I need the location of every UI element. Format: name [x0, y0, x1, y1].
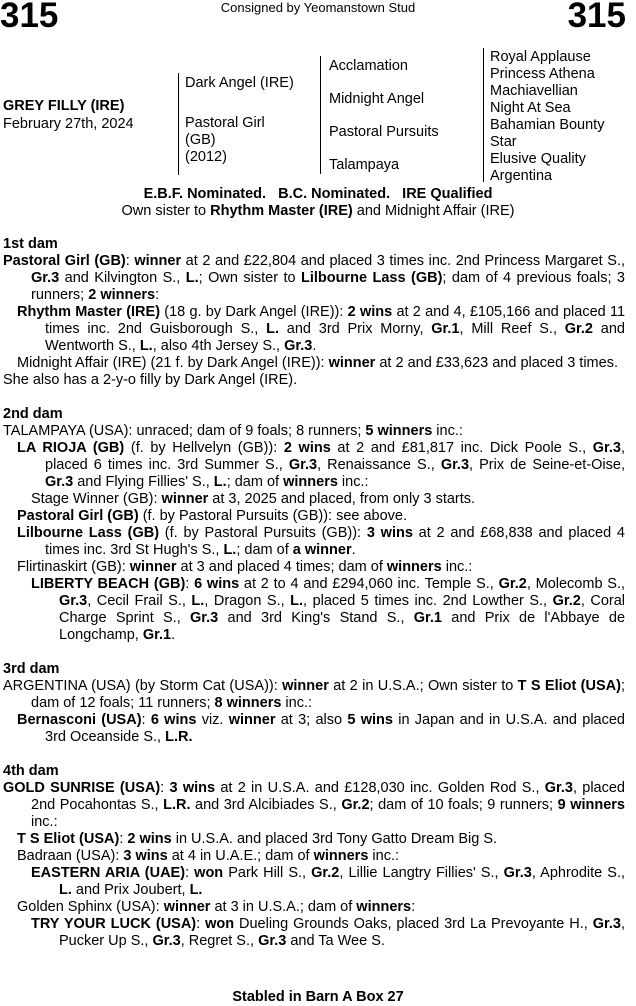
- text-run: (f. by Hellvelyn (GB)):: [124, 440, 284, 456]
- text-run: at 2 to 4 and £294,060 inc. Temple S.,: [239, 576, 499, 592]
- pedigree-dam-country: (GB): [185, 132, 216, 148]
- bold-run: 9 winners: [557, 797, 625, 813]
- text-run: , Pucker Up S.,: [59, 916, 625, 949]
- text-run: , Lillie Langtry Fillies' S.,: [339, 865, 504, 881]
- text-run: ; dam of 4 previous foals; 3 runners;: [31, 270, 625, 303]
- text-run: (f. by Pastoral Pursuits (GB)):: [159, 525, 367, 541]
- text-run: , placed 2nd Pocahontas S.,: [31, 780, 626, 813]
- bold-run: L.: [266, 321, 279, 337]
- pedigree-gen3-1: Acclamation: [329, 58, 408, 74]
- text-run: at 3, 2025 and placed, from only 3 starts.: [208, 491, 476, 507]
- pedigree-paragraph: [3, 304, 625, 355]
- pedigree-gen3-2: Midnight Angel: [329, 91, 425, 107]
- text-run: , Cecil Frail S.,: [87, 593, 192, 609]
- bold-run: 5 wins: [347, 712, 393, 728]
- text-run: at 2 in U.S.A.; Own sister to: [328, 678, 518, 694]
- lot-number-right: 315: [567, 0, 626, 35]
- pedigree-dam-name: Pastoral Girl: [185, 115, 265, 131]
- bold-run: Gr.1: [431, 321, 460, 337]
- text-run: .: [312, 338, 317, 354]
- text-run: and Ta Wee S.: [286, 933, 385, 949]
- bold-run: L.R.: [163, 797, 191, 813]
- bold-run: winners: [386, 559, 442, 575]
- pedigree-paragraph: [3, 831, 625, 848]
- pedigree-gen3-3: Pastoral Pursuits: [329, 124, 439, 140]
- bold-run: 3 wins: [366, 525, 413, 541]
- bold-run: Gr.3: [45, 474, 74, 490]
- bold-run: Gr.3: [544, 780, 573, 796]
- bold-run: Bernasconi (USA): [17, 712, 142, 728]
- section-heading: 1st dam: [3, 236, 58, 252]
- bold-run: 5 winners: [365, 423, 433, 439]
- text-run: ARGENTINA (USA) (by Storm Cat (USA)):: [3, 678, 283, 694]
- bold-run: winner: [163, 899, 211, 915]
- pedigree-paragraph: [3, 440, 625, 491]
- pedigree-paragraph: [3, 372, 625, 389]
- bold-run: TRY YOUR LUCK (USA): [31, 916, 197, 932]
- bold-run: Gr.3: [503, 865, 532, 881]
- text-run: inc.:: [281, 695, 313, 711]
- pedigree-paragraph: [3, 678, 625, 712]
- text-run: Flirtinaskirt (GB):: [17, 559, 130, 575]
- text-run: ; Own sister to: [198, 270, 302, 286]
- bold-run: T S Eliot (USA): [517, 678, 621, 694]
- text-run: at 3 and placed 4 times; dam of: [176, 559, 387, 575]
- pedigree-gen4-item: Princess Athena: [490, 66, 595, 82]
- pedigree-paragraph: [3, 865, 625, 899]
- text-run: and Prix de l'Abbaye de Longchamp,: [59, 610, 626, 643]
- pedigree-bracket-2: [320, 56, 321, 174]
- own-sister-prefix: Own sister to: [121, 203, 211, 219]
- pedigree-paragraph: [3, 576, 625, 644]
- text-run: inc.:: [441, 559, 473, 575]
- bold-run: L.: [213, 474, 227, 490]
- bold-run: L.: [223, 542, 237, 558]
- bold-run: winners: [313, 848, 369, 864]
- bold-run: Gr.3: [152, 933, 181, 949]
- text-run: , Coral Charge Sprint S.,: [59, 593, 625, 626]
- text-run: inc.:: [432, 423, 463, 439]
- text-run: at 2 and £81,817 inc. Dick Poole S.,: [330, 440, 593, 456]
- text-run: viz.: [196, 712, 229, 728]
- own-sister-line: [0, 203, 636, 220]
- text-run: TALAMPAYA (USA): unraced; dam of 9 foals; 8 runners;: [3, 423, 366, 439]
- bold-run: 2 wins: [347, 304, 393, 320]
- section-heading: 2nd dam: [3, 406, 63, 422]
- bold-run: Gr.1: [142, 627, 172, 643]
- text-run: :: [155, 287, 160, 303]
- pedigree-paragraph: [3, 355, 625, 372]
- bold-run: a winner: [292, 542, 352, 558]
- text-run: inc.:: [31, 814, 58, 830]
- pedigree-paragraph: [3, 712, 625, 746]
- text-run: , Regret S.,: [180, 933, 259, 949]
- bold-run: 6 wins: [194, 576, 240, 592]
- pedigree-paragraph: [3, 508, 625, 525]
- bold-run: L.R.: [165, 729, 193, 745]
- pedigree-body: [3, 236, 625, 950]
- pedigree-paragraph: [3, 780, 625, 831]
- bold-run: Gr.1: [413, 610, 442, 626]
- text-run: at 2 and £68,838 and placed 4 times inc. 3rd St Hugh's S.,: [45, 525, 625, 558]
- bold-run: Gr.3: [190, 610, 219, 626]
- pedigree-paragraph: [3, 899, 625, 916]
- pedigree-paragraph: [3, 423, 625, 440]
- pedigree-gen4-item: Star: [490, 134, 517, 150]
- text-run: Midnight Affair (IRE) (21 f. by Dark Angel (IRE)):: [17, 355, 329, 371]
- bold-run: Gr.3: [440, 457, 470, 473]
- bold-run: Gr.3: [284, 338, 313, 354]
- bold-run: L.: [191, 593, 205, 609]
- bold-run: winner: [328, 355, 376, 371]
- text-run: inc.:: [368, 848, 400, 864]
- bold-run: won: [194, 865, 224, 881]
- text-run: at 3; also: [275, 712, 348, 728]
- text-run: and 3rd Prix Morny,: [278, 321, 432, 337]
- pedigree-sire: Dark Angel (IRE): [185, 75, 294, 91]
- pedigree-paragraph: [3, 253, 625, 304]
- text-run: ; dam of 12 foals; 11 runners;: [31, 678, 625, 711]
- text-run: , Dragon S.,: [204, 593, 291, 609]
- text-run: ; dam of 10 foals; 9 runners;: [369, 797, 558, 813]
- text-run: , Mill Reef S.,: [459, 321, 565, 337]
- bold-run: won: [205, 916, 235, 932]
- text-run: :: [119, 831, 128, 847]
- bold-run: Gr.2: [498, 576, 527, 592]
- text-run: .: [171, 627, 176, 643]
- bold-run: L.: [290, 593, 304, 609]
- bold-run: 2 wins: [283, 440, 331, 456]
- pedigree-gen4-item: Elusive Quality: [490, 151, 586, 167]
- bold-run: 6 wins: [150, 712, 197, 728]
- text-run: and Flying Fillies' S.,: [73, 474, 214, 490]
- bold-run: L.: [59, 882, 72, 898]
- consignor-line: Consigned by Yeomanstown Stud: [220, 0, 416, 15]
- text-run: .: [351, 542, 356, 558]
- pedigree-paragraph: [3, 848, 625, 865]
- text-run: Park Hill S.,: [223, 865, 312, 881]
- bold-run: 3 wins: [169, 780, 216, 796]
- bold-run: winners: [283, 474, 338, 490]
- bold-run: winner: [161, 491, 209, 507]
- own-sister-suffix: and Midnight Affair (IRE): [352, 203, 515, 219]
- lot-number-left: 315: [0, 0, 59, 35]
- text-run: :: [141, 712, 151, 728]
- bold-run: Gr.2: [564, 321, 593, 337]
- text-run: She also has a 2-y-o filly by Dark Angel (IRE).: [3, 372, 298, 388]
- bold-run: L.: [139, 338, 153, 354]
- text-run: at 2 in U.S.A. and £128,030 inc. Golden Rod S.,: [215, 780, 545, 796]
- bold-run: Gr.3: [59, 593, 88, 609]
- text-run: at 2 and £33,623 and placed 3 times.: [375, 355, 618, 371]
- pedigree-gen4-item: Night At Sea: [490, 100, 571, 116]
- text-run: at 2 and £22,804 and placed 3 times inc. 2nd Princess Margaret S.,: [181, 253, 625, 269]
- own-sister-name: Rhythm Master (IRE): [210, 203, 353, 219]
- text-run: , Prix de Seine-et-Oise,: [469, 457, 625, 473]
- text-run: :: [160, 780, 170, 796]
- bold-run: Pastoral Girl (GB): [3, 253, 126, 269]
- text-run: ; dam of: [226, 474, 284, 490]
- bold-run: winner: [228, 712, 276, 728]
- horse-foaled-date: February 27th, 2024: [3, 116, 134, 132]
- text-run: ; dam of: [236, 542, 293, 558]
- pedigree-paragraph: [3, 916, 625, 950]
- pedigree-gen4-item: Argentina: [490, 168, 553, 184]
- text-run: (f. by Pastoral Pursuits (GB)): see above.: [138, 508, 408, 524]
- pedigree-paragraph: [3, 491, 625, 508]
- text-run: Dueling Grounds Oaks, placed 3rd La Prevoyante H.,: [234, 916, 593, 932]
- pedigree-bracket-3: [483, 48, 484, 182]
- bold-run: Gr.3: [258, 933, 287, 949]
- text-run: :: [125, 253, 135, 269]
- text-run: Stage Winner (GB):: [31, 491, 162, 507]
- bold-run: Lilbourne Lass (GB): [301, 270, 443, 286]
- text-run: and Prix Joubert,: [71, 882, 190, 898]
- bold-run: EASTERN ARIA (UAE): [31, 865, 186, 881]
- pedigree-dam: [185, 115, 265, 166]
- text-run: and Wentworth S.,: [45, 321, 625, 354]
- bold-run: Rhythm Master (IRE): [17, 304, 161, 320]
- bold-run: Gr.2: [341, 797, 370, 813]
- pedigree-gen3-4: Talampaya: [329, 157, 400, 173]
- text-run: , placed 5 times inc. 2nd Lowther S.,: [303, 593, 553, 609]
- bold-run: L.: [189, 882, 203, 898]
- text-run: , placed 6 times inc. 3rd Summer S.,: [45, 440, 625, 473]
- bold-run: winner: [129, 559, 177, 575]
- pedigree-dam-year: (2012): [185, 149, 227, 165]
- bold-run: L.: [185, 270, 199, 286]
- bold-run: 8 winners: [214, 695, 282, 711]
- pedigree-gen4: [490, 49, 604, 185]
- text-run: in Japan and in U.S.A. and placed 3rd Oceanside S.,: [45, 712, 625, 745]
- bold-run: Lilbourne Lass (GB): [17, 525, 160, 541]
- bold-run: Gr.3: [592, 916, 621, 932]
- bold-run: 2 wins: [127, 831, 172, 847]
- pedigree-paragraph: [3, 559, 625, 576]
- text-run: (18 g. by Dark Angel (IRE)):: [160, 304, 348, 320]
- bold-run: Gr.3: [592, 440, 621, 456]
- bold-run: GOLD SUNRISE (USA): [3, 780, 161, 796]
- section-heading: 3rd dam: [3, 661, 60, 677]
- text-run: , Molecomb S.,: [526, 576, 626, 592]
- pedigree-bracket-1: [178, 73, 179, 175]
- text-run: inc.:: [337, 474, 369, 490]
- text-run: in U.S.A. and placed 3rd Tony Gatto Dream Big S.: [171, 831, 498, 847]
- pedigree-gen4-item: Bahamian Bounty: [490, 117, 605, 133]
- text-run: Badraan (USA):: [17, 848, 124, 864]
- section-heading: 4th dam: [3, 763, 59, 779]
- text-run: at 2 and 4, £105,166 and placed 11 times inc. 2nd Guisborough S.,: [45, 304, 626, 337]
- bold-run: winners: [356, 899, 412, 915]
- text-run: :: [411, 899, 416, 915]
- text-run: at 4 in U.A.E.; dam of: [167, 848, 314, 864]
- bold-run: winner: [134, 253, 182, 269]
- pedigree-paragraph: [3, 525, 625, 559]
- text-run: , also 4th Jersey S.,: [152, 338, 285, 354]
- text-run: , Aphrodite S.,: [531, 865, 626, 881]
- bold-run: LIBERTY BEACH (GB): [31, 576, 186, 592]
- text-run: Golden Sphinx (USA):: [17, 899, 164, 915]
- bold-run: winner: [282, 678, 329, 694]
- bold-run: Pastoral Girl (GB): [17, 508, 139, 524]
- bold-run: Gr.2: [552, 593, 581, 609]
- pedigree-gen4-item: Royal Applause: [490, 49, 591, 65]
- bold-run: Gr.2: [311, 865, 340, 881]
- stabling-footer: Stabled in Barn A Box 27: [232, 989, 404, 1005]
- text-run: :: [196, 916, 206, 932]
- text-run: and 3rd Alcibiades S.,: [190, 797, 342, 813]
- nominations-line: E.B.F. Nominated. B.C. Nominated. IRE Qualified: [143, 186, 493, 202]
- headline: [0, 186, 636, 220]
- text-run: at 3 in U.S.A.; dam of: [210, 899, 357, 915]
- horse-sex-line: GREY FILLY (IRE): [3, 98, 125, 114]
- pedigree-gen4-item: Machiavellian: [490, 83, 578, 99]
- text-run: and Kilvington S.,: [59, 270, 186, 286]
- text-run: :: [185, 576, 195, 592]
- bold-run: T S Eliot (USA): [17, 831, 120, 847]
- text-run: and 3rd King's Stand S.,: [218, 610, 414, 626]
- bold-run: 2 winners: [88, 287, 156, 303]
- text-run: , Renaissance S.,: [317, 457, 441, 473]
- bold-run: 3 wins: [123, 848, 168, 864]
- bold-run: Gr.3: [288, 457, 318, 473]
- bold-run: Gr.3: [31, 270, 60, 286]
- text-run: :: [185, 865, 195, 881]
- bold-run: LA RIOJA (GB): [17, 440, 125, 456]
